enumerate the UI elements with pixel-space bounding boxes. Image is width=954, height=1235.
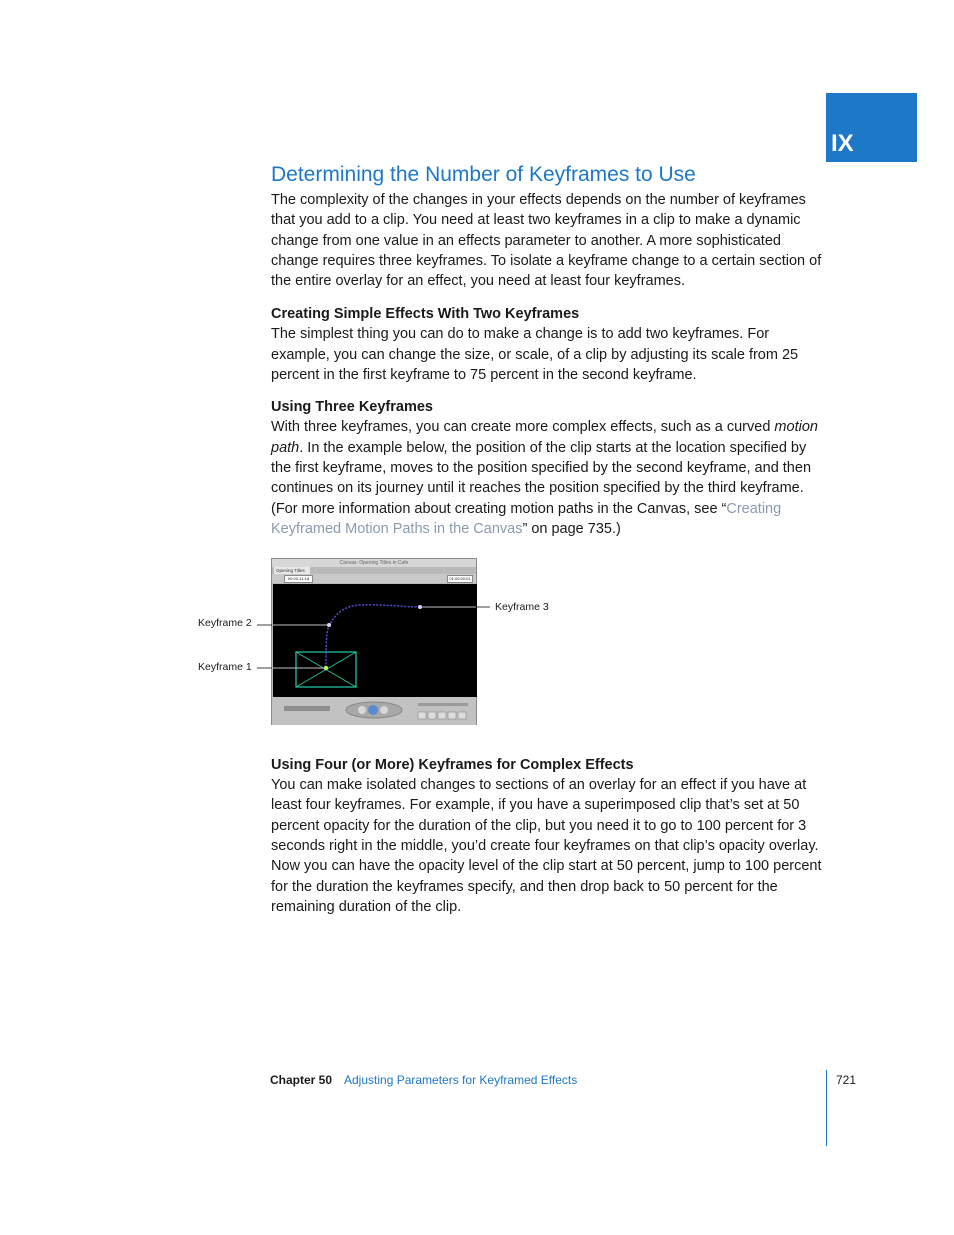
- intro-paragraph: The complexity of the changes in your effects depends on the number of keyframes that you add to a clip. You need at least two keyframes in a clip to make a dynamic change from one value in an effects parameter to another. A more sophisticated change requires three keyframes. To isolate a keyframe change to a certain section of the entire overlay for an effect, you need at least four keyframes.: [271, 192, 822, 290]
- timecode-current: 01:00:00;01: [447, 575, 473, 583]
- section-three-keyframes: [271, 397, 827, 539]
- canvas-transport-controls: [272, 697, 476, 725]
- cross-reference-link[interactable]: Creating Keyframed Motion Paths in the Canvas: [271, 500, 782, 537]
- canvas-tab: Opening Titles: [274, 567, 310, 574]
- text-run: ” on page 735.): [522, 520, 621, 537]
- transport-controls-graphic: [272, 697, 476, 725]
- paragraph-two-keyframes: The simplest thing you can do to make a change is to add two keyframes. For example, you can change the size, or scale, of a clip by adjusting its scale from 25 percent in the first keyframe to 75 percent in the second keyframe.: [271, 326, 799, 384]
- play-icon: [368, 705, 378, 715]
- footer-chapter: Chapter 50: [270, 1073, 333, 1087]
- emphasis-motion-path: motion path: [271, 419, 818, 456]
- part-tab-label: IX: [831, 130, 854, 157]
- page-number: 721: [836, 1073, 857, 1087]
- section-two-keyframes: [271, 304, 827, 385]
- part-tab: [826, 93, 917, 162]
- jog-control: [418, 703, 468, 706]
- subheading-three-keyframes: Using Three Keyframes: [271, 399, 433, 416]
- callout-keyframe-1: Keyframe 1: [198, 661, 252, 673]
- overwrite-edit-icon: [428, 712, 436, 719]
- canvas-window-figure: [271, 558, 477, 725]
- timecode-duration: 00:00:14:18: [284, 575, 313, 583]
- shuttle-control: [284, 706, 330, 711]
- next-edit-icon: [380, 706, 388, 714]
- canvas-timecode-bar: [272, 574, 476, 583]
- footer-chapter-title[interactable]: Adjusting Parameters for Keyframed Effects: [344, 1073, 578, 1087]
- canvas-window-title: Canvas: Opening Titles in Cafe: [272, 559, 476, 567]
- text-run: With three keyframes, you can create more complex effects, such as a curved: [271, 419, 775, 436]
- canvas-video-area: [273, 584, 477, 697]
- callout-keyframe-2: Keyframe 2: [198, 617, 252, 629]
- prev-edit-icon: [358, 706, 366, 714]
- subheading-two-keyframes: Creating Simple Effects With Two Keyframes: [271, 306, 580, 323]
- mark-in-icon: [448, 712, 456, 719]
- section-heading: Determining the Number of Keyframes to Use: [271, 163, 696, 186]
- subheading-four-keyframes: Using Four (or More) Keyframes for Complex Effects: [271, 757, 634, 774]
- paragraph-three-keyframes: [271, 417, 827, 539]
- text-run: . In the example below, the position of the clip starts at the location specified by the first keyframe, moves to the position specified by the second keyframe, and then continues on its journey until it reaches the position specified by the third keyframe. (For more information about creating motion paths in the Canvas, see “: [271, 439, 812, 517]
- mark-out-icon: [458, 712, 466, 719]
- section-four-keyframes: [271, 755, 827, 917]
- callout-keyframe-3: Keyframe 3: [495, 601, 549, 613]
- insert-edit-icon: [418, 712, 426, 719]
- paragraph-four-keyframes: You can make isolated changes to sections of an overlay for an effect if you have at least four keyframes. For example, if you have a superimposed clip that’s set at 50 percent opacity for the duration of the clip, but you need it to go to 100 percent for 3 seconds right in the middle, you’d create four keyframes on that clip’s opacity overlay. Now you can have the opacity level of the clip start at 50 percent, jump to 100 percent for the duration the keyframes specify, and then drop back to 50 percent for the remaining duration of the clip.: [271, 777, 822, 915]
- replace-edit-icon: [438, 712, 446, 719]
- footer-divider: [826, 1070, 827, 1146]
- main-content: [271, 160, 827, 917]
